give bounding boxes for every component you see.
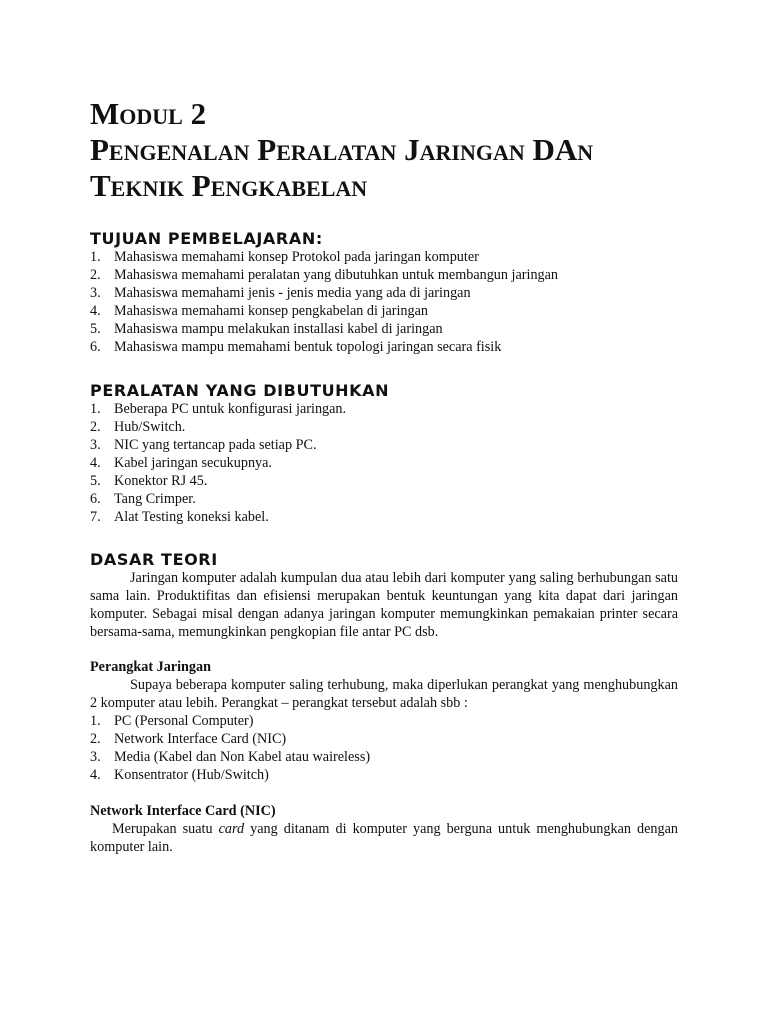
list-item: 4. Konsentrator (Hub/Switch) (90, 767, 269, 783)
nic-paragraph: Merupakan suatu card yang ditanam di komputer yang berguna untuk menghubungkan dengan komputer lain. (90, 821, 678, 855)
list-item: 2. Mahasiswa memahami peralatan yang dibutuhkan untuk membangun jaringan (90, 267, 559, 283)
list-item: 4. Mahasiswa memahami konsep pengkabelan di jaringan (90, 303, 429, 319)
tujuan-list (90, 248, 678, 356)
list-item: 1. Mahasiswa memahami konsep Protokol pada jaringan komputer (90, 249, 479, 265)
list-item: 6. Tang Crimper. (90, 491, 196, 507)
list-item: 5. Konektor RJ 45. (90, 473, 208, 489)
peralatan-list (90, 400, 678, 526)
title-line-1: Modul 2 (90, 96, 207, 131)
card-term: card (218, 821, 245, 837)
perangkat-paragraph: Supaya beberapa komputer saling terhubung, maka diperlukan perangkat yang menghubungkan 2 komputer atau lebih. Perangkat – perangkat tersebut adalah sbb : (90, 677, 678, 711)
list-item: 7. Alat Testing koneksi kabel. (90, 509, 269, 525)
list-item: 2. Hub/Switch. (90, 419, 186, 435)
list-item: 6. Mahasiswa mampu memahami bentuk topologi jaringan secara fisik (90, 339, 502, 355)
dasar-teori-heading: DASAR TEORI (90, 550, 218, 569)
peralatan-heading: PERALATAN YANG DIBUTUHKAN (90, 381, 390, 400)
list-item: 3. NIC yang tertancap pada setiap PC. (90, 437, 317, 453)
perangkat-list (90, 712, 678, 784)
list-item: 4. Kabel jaringan secukupnya. (90, 455, 272, 471)
nic-heading: Network Interface Card (NIC) (90, 803, 276, 819)
title-line-3: Teknik Pengkabelan (90, 168, 368, 203)
dasar-teori-paragraph: Jaringan komputer adalah kumpulan dua atau lebih dari komputer yang saling berhubungan satu sama lain. Produktifitas dan efisiensi merupakan bentuk keuntungan yang kita dapat dari jaringan komputer. Sebagai misal dengan adanya jaringan komputer memungkinkan pemakaian printer secara bersama-sama, memungkinkan pengkopian file antar PC dsb. (90, 570, 678, 640)
perangkat-heading: Perangkat Jaringan (90, 659, 211, 675)
list-item: 3. Media (Kabel dan Non Kabel atau waireless) (90, 749, 371, 765)
list-item: 3. Mahasiswa memahami jenis - jenis media yang ada di jaringan (90, 285, 471, 301)
list-item: 1. Beberapa PC untuk konfigurasi jaringan. (90, 401, 347, 417)
title-line-2: Pengenalan Peralatan Jaringan DAn (90, 132, 594, 167)
list-item: 5. Mahasiswa mampu melakukan installasi kabel di jaringan (90, 321, 443, 337)
document-page (90, 96, 678, 856)
module-title (90, 96, 678, 204)
list-item: 1. PC (Personal Computer) (90, 713, 254, 729)
list-item: 2. Network Interface Card (NIC) (90, 731, 287, 747)
tujuan-heading: TUJUAN PEMBELAJARAN: (90, 229, 323, 248)
